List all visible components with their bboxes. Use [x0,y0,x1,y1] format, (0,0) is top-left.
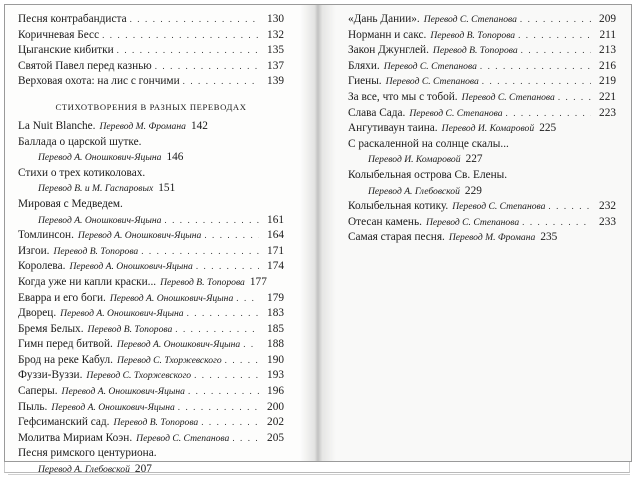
toc-entry [348,121,616,137]
toc-right-list [348,12,616,246]
entry-page-number: 130 [267,13,284,25]
entry-title: Бляхи. [348,59,380,72]
toc-entry [348,230,616,246]
leader-dots [188,384,259,400]
toc-top-list [18,12,284,90]
toc-entry [348,90,616,106]
entry-page-number: 196 [267,385,284,398]
toc-entry [18,306,284,322]
toc-entry [18,150,284,166]
entry-title: Колыбельная острова Св. Елены. [348,168,508,181]
entry-title: Песня римского центуриона. [18,447,157,460]
entry-title: Отесан камень. [348,215,422,228]
entry-translator: Перевод С. Степанова [409,107,503,119]
entry-title: Молитва Мириам Коэн. [18,431,133,444]
entry-title: Королева. [18,260,66,273]
toc-entry [18,462,284,478]
entry-title: Брод на реке Кабул. [18,353,113,366]
toc-entry [348,168,616,184]
entry-title: Коричневая Бесс [18,28,100,41]
entry-title: Дворец. [18,307,57,320]
entry-page-number: 142 [190,119,208,132]
entry-title: С раскаленной на солнце скалы... [348,137,509,150]
entry-translator: Перевод С. Тхоржевского [116,354,222,366]
entry-title: Фуззи-Вуззи. [18,369,83,382]
leader-dots [196,259,259,275]
entry-title: Когда уже ни капли краски... [18,275,157,288]
entry-translator: Перевод А. Оношкович-Яцына [38,214,162,226]
toc-entry [18,291,284,307]
entry-page-number: 232 [599,200,616,213]
entry-title: Саперы. [18,385,58,398]
entry-page-number: 161 [267,213,284,226]
toc-entry [18,43,284,59]
toc-entry [18,384,284,400]
leader-dots [130,12,259,28]
leader-dots [520,12,591,28]
entry-title: Самая старая песня. [348,231,445,244]
toc-entry [18,322,284,338]
entry-title: Еварра и его боги. [18,291,106,304]
toc-entry [348,74,616,90]
section-heading: СТИХОТВОРЕНИЯ В РАЗНЫХ ПЕРЕВОДАХ [55,101,247,112]
leader-dots [482,74,591,90]
entry-page-number: 190 [267,353,284,366]
toc-entry [18,213,284,229]
toc-entry [18,197,284,213]
toc-entry [348,184,616,200]
entry-title: Гимн перед битвой. [18,338,113,351]
toc-entry [18,12,284,28]
entry-title: Баллада о царской шутке. [18,135,142,148]
entry-page-number: 209 [599,13,616,25]
entry-page-number: 139 [267,75,284,88]
leader-dots [522,215,591,231]
leader-dots [480,59,591,75]
toc-entry [18,337,284,353]
entry-title: Гиены. [348,75,382,88]
entry-page-number: 229 [464,184,482,197]
entry-page-number: 146 [166,151,184,164]
entry-page-number: 135 [267,44,284,57]
entry-translator: Перевод М. Фромана [99,120,186,132]
entry-page-number: 132 [267,28,284,41]
toc-entry [348,43,616,59]
entry-translator: Перевод А. Оношкович-Яцына [77,230,202,242]
entry-title: Святой Павел перед казнью [18,59,152,72]
entry-page-number: 202 [267,416,284,429]
entry-translator: Перевод В. Топорова [432,45,518,57]
entry-title: Пыль. [18,400,48,413]
entry-page-number: 213 [599,44,616,57]
leader-dots [521,43,591,59]
entry-title: За все, что мы с тобой. [348,90,458,103]
entry-page-number: 219 [599,75,616,88]
toc-entry [18,368,284,384]
leader-dots [201,415,259,431]
entry-title: Бремя Белых. [18,322,84,335]
leader-dots [243,337,259,353]
leader-dots [232,431,259,447]
entry-title: Песня контрабандиста [18,13,127,25]
entry-page-number: 223 [599,106,616,119]
leader-dots [194,368,259,384]
entry-translator: Перевод В. Топорова [160,276,245,288]
entry-page-number: 179 [267,291,284,304]
toc-entry [18,244,284,260]
entry-translator: Перевод А. Глебовской [368,185,460,197]
entry-page-number: 151 [158,182,176,195]
toc-entry [348,199,616,215]
toc-entry [348,137,616,153]
entry-translator: Перевод А. Оношкович-Яцына [38,152,162,164]
entry-translator: Перевод В. Топорова [113,417,199,429]
right-toc-column [348,12,616,246]
toc-entry [348,28,616,44]
toc-entry [18,28,284,44]
entry-title: Ангутиваун таина. [348,122,438,135]
entry-page-number: 216 [599,59,616,72]
leader-dots [204,228,259,244]
leader-dots [117,43,259,59]
entry-page-number: 183 [267,307,284,320]
leader-dots [141,244,259,260]
leader-dots [175,322,259,338]
entry-page-number: 207 [134,463,152,476]
entry-translator: Перевод С. Степанова [383,60,477,72]
toc-entry [18,181,284,197]
toc-entry [18,135,284,151]
toc-entry [18,400,284,416]
entry-translator: Перевод И. Комаровой [368,154,461,166]
leader-dots [102,28,259,44]
entry-translator: Перевод С. Тхоржевского [86,370,192,382]
entry-translator: Перевод А. Глебовской [38,464,130,476]
toc-entry [18,74,284,90]
entry-page-number: 233 [599,215,616,228]
entry-translator: Перевод С. Степанова [452,201,546,213]
entry-title: Гефсиманский сад. [18,416,110,429]
entry-title: Колыбельная котику. [348,200,449,213]
entry-page-number: 211 [599,28,616,41]
entry-title: Мировая с Медведем. [18,197,123,210]
leader-dots [183,74,259,90]
leader-dots [225,353,259,369]
toc-entry [18,446,284,462]
entry-title: Изгои. [18,244,50,257]
entry-page-number: 174 [267,260,284,273]
entry-page-number: 193 [267,369,284,382]
entry-title: Слава Сада. [348,106,406,119]
entry-title: Верховая охота: на лис с гончими [18,75,180,88]
entry-page-number: 185 [267,322,284,335]
leader-dots [178,400,259,416]
leader-dots [558,90,591,106]
entry-translator: Перевод В. Топорова [430,29,516,41]
entry-translator: Перевод В. Топорова [87,323,173,335]
toc-entry [18,59,284,75]
leader-dots [187,306,259,322]
toc-entry [18,353,284,369]
left-toc-column [18,12,284,478]
toc-entry [348,152,616,168]
entry-page-number: 171 [267,244,284,257]
entry-page-number: 177 [249,275,267,288]
entry-title: Норманн и сакс. [348,28,427,41]
entry-translator: Перевод С. Степанова [425,216,520,228]
entry-translator: Перевод А. Оношкович-Яцына [109,292,234,304]
book-spine-shadow [300,5,336,461]
entry-translator: Перевод В. и М. Гаспаровых [38,183,154,195]
entry-translator: Перевод В. Топорова [53,245,139,257]
entry-page-number: 137 [267,59,284,72]
entry-translator: Перевод С. Степанова [136,432,230,444]
entry-page-number: 205 [267,431,284,444]
entry-page-number: 164 [267,229,284,242]
leader-dots [506,106,591,122]
leader-dots [164,213,259,229]
entry-translator: Перевод А. Оношкович-Яцына [51,401,175,413]
leader-dots [518,28,591,44]
entry-translator: Перевод А. Оношкович-Яцына [69,261,193,273]
toc-entry [18,431,284,447]
entry-title: «Дань Дании». [348,13,420,25]
entry-page-number: 227 [465,153,483,166]
toc-entry [348,215,616,231]
entry-page-number: 225 [539,122,557,135]
entry-page-number: 200 [267,400,284,413]
leader-dots [236,291,259,307]
entry-translator: Перевод А. Оношкович-Яцына [60,308,184,320]
toc-translations-list [18,119,284,478]
toc-entry [18,228,284,244]
entry-translator: Перевод М. Фромана [448,232,536,244]
entry-page-number: 221 [599,90,616,103]
toc-entry [18,415,284,431]
toc-entry [18,119,284,135]
entry-translator: Перевод И. Комаровой [441,123,535,135]
toc-entry [18,166,284,182]
entry-title: La Nuit Blanche. [18,119,96,132]
entry-translator: Перевод С. Степанова [461,91,555,103]
entry-translator: Перевод А. Оношкович-Яцына [116,339,241,351]
entry-title: Цыганские кибитки [18,44,114,57]
entry-translator: Перевод А. Оношкович-Яцына [61,386,185,398]
toc-entry [18,259,284,275]
entry-title: Закон Джунглей. [348,44,429,57]
toc-entry [348,12,616,28]
leader-dots [155,59,259,75]
entry-page-number: 188 [267,338,284,351]
leader-dots [548,199,591,215]
toc-entry [348,59,616,75]
toc-entry [348,106,616,122]
entry-page-number: 235 [540,231,558,244]
entry-title: Томлинсон. [18,229,74,242]
entry-translator: Перевод С. Степанова [423,14,517,25]
entry-title: Стихи о трех котиколовах. [18,166,146,179]
toc-entry [18,275,284,291]
entry-translator: Перевод С. Степанова [385,76,479,88]
